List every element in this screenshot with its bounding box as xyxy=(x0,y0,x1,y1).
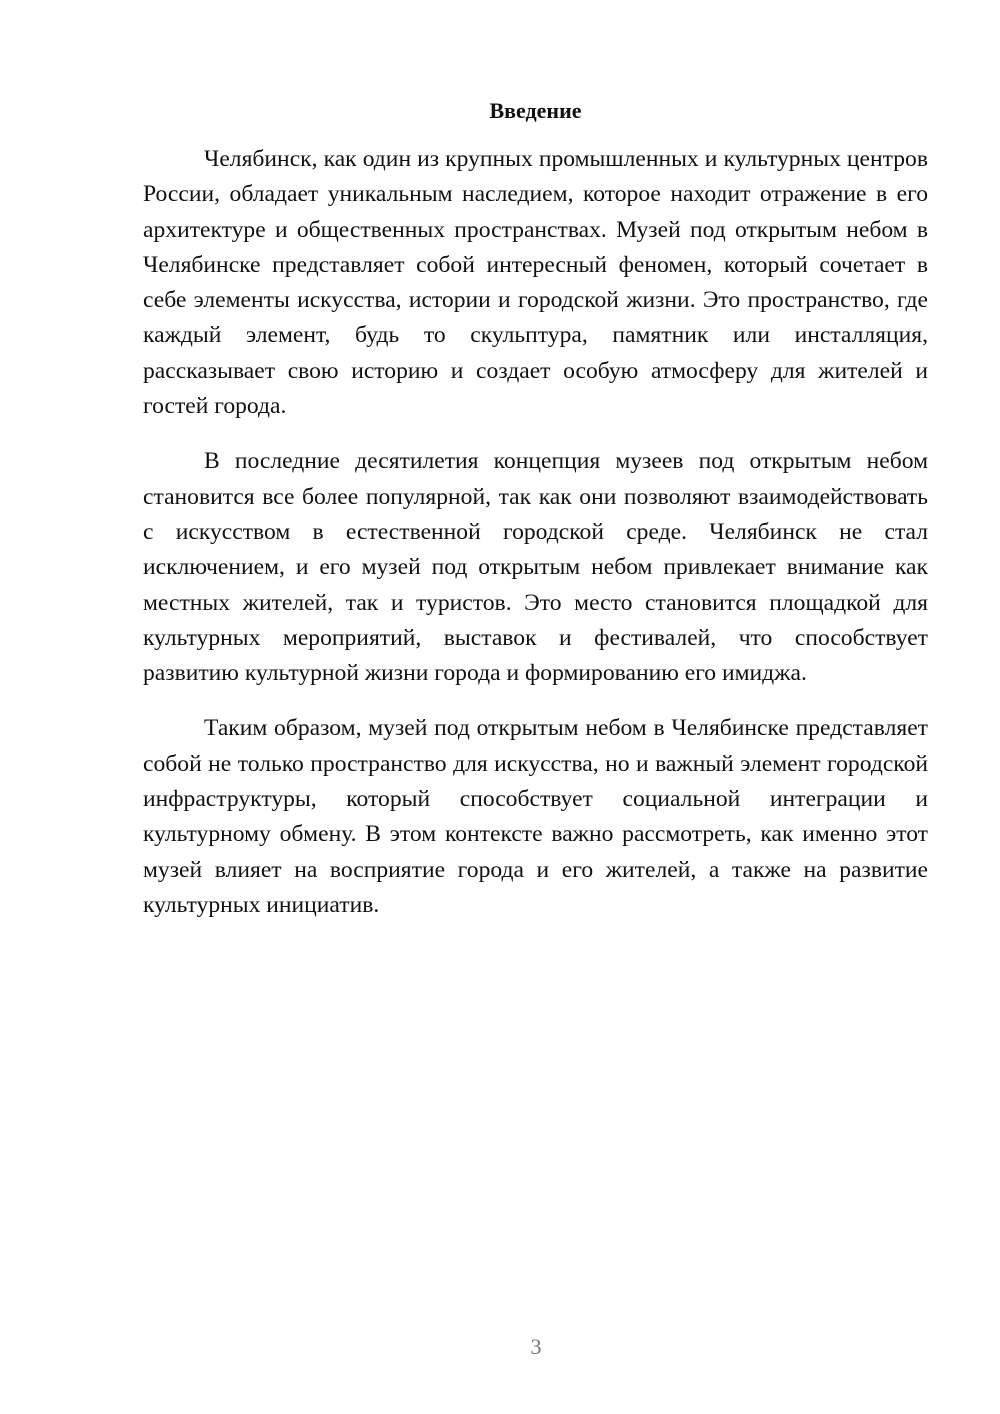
page-number: 3 xyxy=(530,1334,542,1359)
body-text xyxy=(143,142,928,943)
section-title: Введение xyxy=(489,98,582,123)
paragraph-1: Челябинск, как один из крупных промышленных и культурных центров России, обладает уникальным наследием, которое находит отражение в его архитектуре и общественных пространствах. Музей под открытым небом в Челябинске представляет собой интересный феномен, который сочетает в себе элементы искусства, истории и городской жизни. Это пространство, где каждый элемент, будь то скульптура, памятник или инсталляция, рассказывает свою историю и создает особую атмосферу для жителей и гостей города. xyxy=(143,146,928,420)
paragraph-2: В последние десятилетия концепция музеев под открытым небом становится все более популярной, так как они позволяют взаимодействовать с искусством в естественной городской среде. Челябинск не стал исключением, и его музей под открытым небом привлекает внимание как местных жителей, так и туристов. Это место становится площадкой для культурных мероприятий, выставок и фестивалей, что способствует развитию культурной жизни города и формированию его имиджа. xyxy=(143,448,928,687)
paragraph-3: Таким образом, музей под открытым небом в Челябинске представляет собой не только пространство для искусства, но и важный элемент городской инфраструктуры, который способствует социальной интеграции и культурному обмену. В этом контексте важно рассмотреть, как именно этот музей влияет на восприятие города и его жителей, а также на развитие культурных инициатив. xyxy=(143,715,928,918)
